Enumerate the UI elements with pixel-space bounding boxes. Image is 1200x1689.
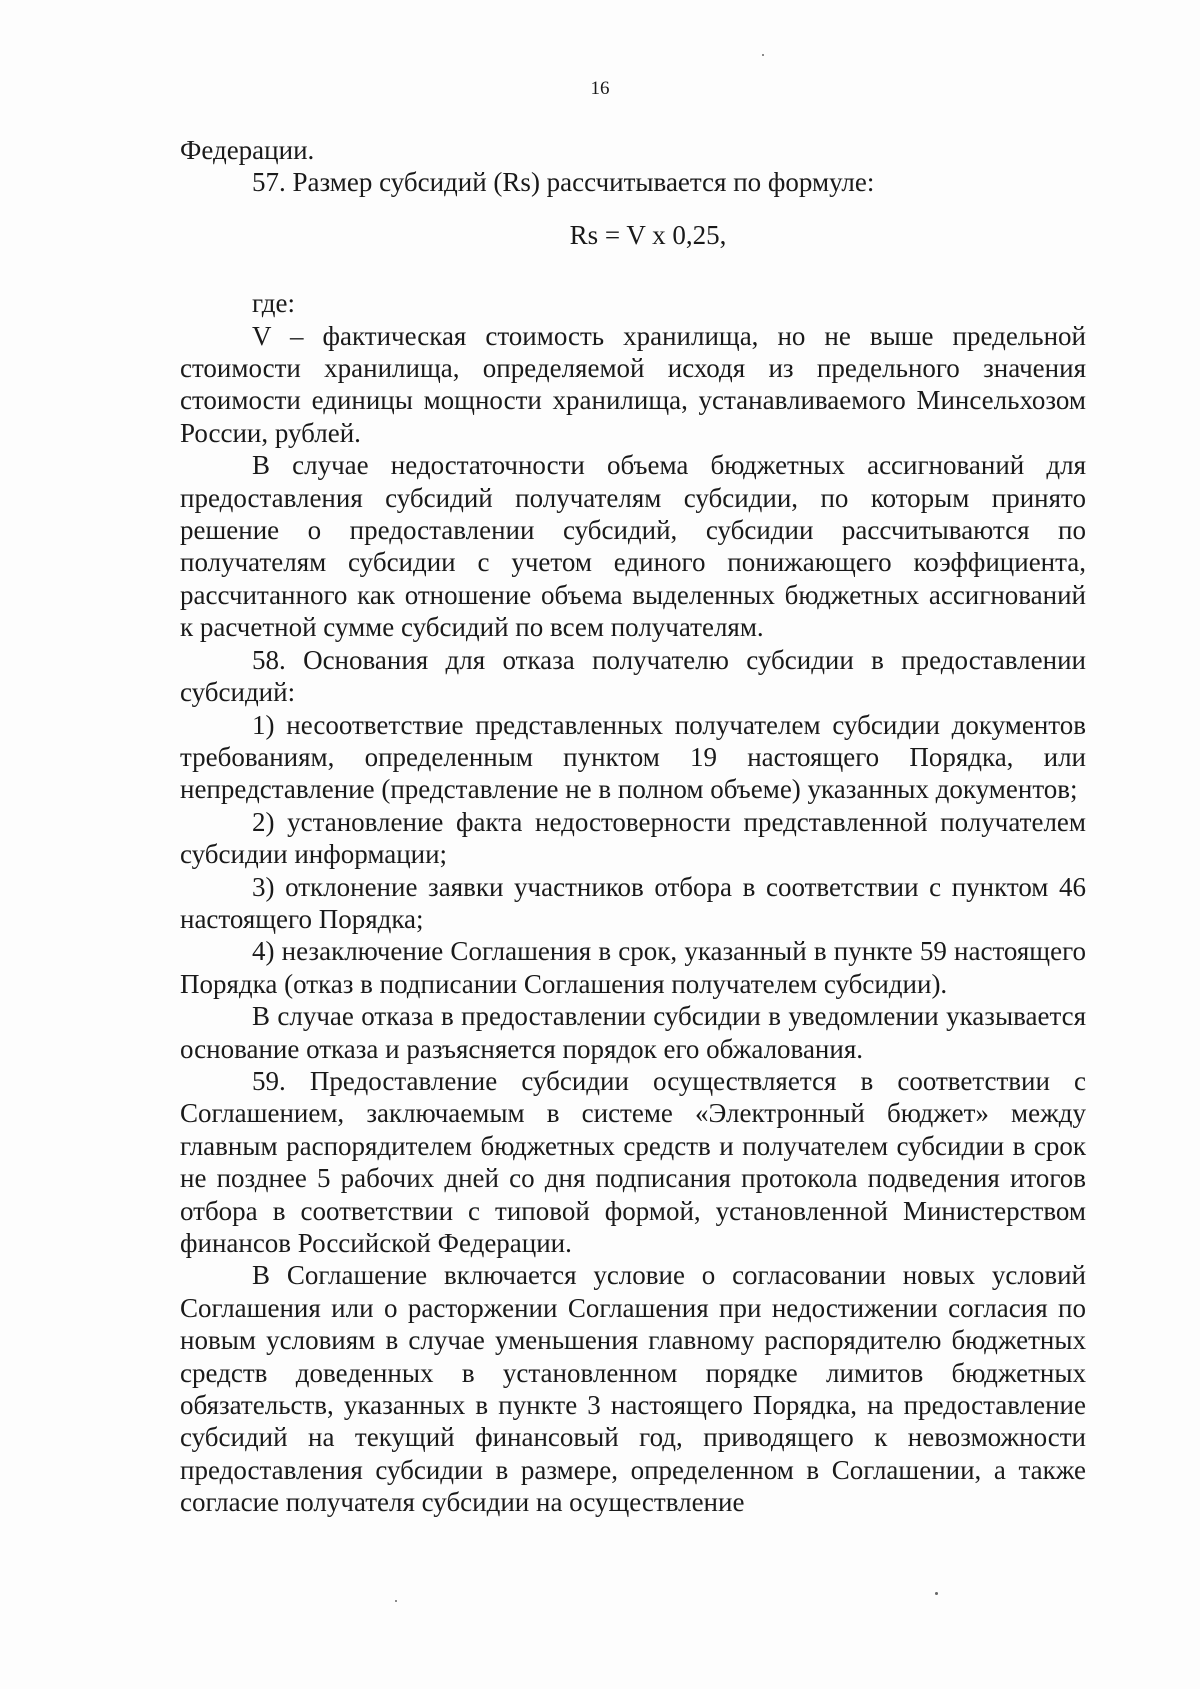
paragraph-budget-shortfall: В случае недостаточности объема бюджетных ассигнований для предоставления субсидий получателям субсидии, по которым принято решение о предоставлении субсидий, субсидии рассчитываются по получателям субсидии с учетом единого понижающего коэффициента, рассчитанного как отношение объема выделенных бюджетных ассигнований к расчетной сумме субсидий по всем получателям. xyxy=(180,450,1086,643)
formula-where: где: xyxy=(252,288,295,319)
paragraph-57: 57. Размер субсидий (Rs) рассчитывается по формуле: xyxy=(252,167,875,198)
list-item-4: 4) незаключение Соглашения в срок, указанный в пункте 59 настоящего Порядка (отказ в подписании Соглашения получателем субсидии). xyxy=(180,936,1086,999)
paragraph-59: 59. Предоставление субсидии осуществляется в соответствии с Соглашением, заключаемым в системе «Электронный бюджет» между главным распорядителем бюджетных средств и получателем субсидии в срок не позднее 5 рабочих дней со дня подписания протокола подведения итогов отбора в соответствии с типовой формой, установленной Министерством финансов Российской Федерации. xyxy=(180,1065,1086,1258)
paragraph-refusal-notice: В случае отказа в предоставлении субсидии в уведомлении указывается основание отказа и разъясняется порядок его обжалования. xyxy=(180,1001,1086,1064)
list-item-3: 3) отклонение заявки участников отбора в соответствии с пунктом 46 настоящего Порядка; xyxy=(180,871,1086,934)
paragraph-58: 58. Основания для отказа получателю субсидии в предоставлении субсидий: xyxy=(180,644,1086,708)
formula: Rs = V x 0,25, xyxy=(569,219,727,250)
scan-speck xyxy=(395,1600,397,1602)
scan-speck xyxy=(935,1592,938,1595)
document-body xyxy=(180,134,1086,1519)
page-number: 16 xyxy=(590,78,610,99)
formula-variable-definition: V – фактическая стоимость хранилища, но не выше предельной стоимости хранилища, определяемой исходя из предельного значения стоимости единицы мощности хранилища, устанавливаемого Минсельхозом России, рублей. xyxy=(180,320,1086,448)
list-item-1: 1) несоответствие представленных получателем субсидии документов требованиям, определенным пунктом 19 настоящего Порядка, или непредставление (представление не в полном объеме) указанных документов; xyxy=(180,709,1086,805)
scan-speck xyxy=(762,54,764,56)
paragraph-continuation: Федерации. xyxy=(180,135,315,165)
paragraph-agreement-conditions: В Соглашение включается условие о согласовании новых условий Соглашения или о расторжении Соглашения при недостижении согласия по новым условиям в случае уменьшения главному распорядителю бюджетных средств доведенных в установленном порядке лимитов бюджетных обязательств, указанных в пункте 3 настоящего Порядка, на предоставление субсидий на текущий финансовый год, приводящего к невозможности предоставления субсидии в размере, определенном в Соглашении, а также согласие получателя субсидии на осуществление xyxy=(180,1260,1086,1518)
list-item-2: 2) установление факта недостоверности представленной получателем субсидии информации; xyxy=(180,806,1086,870)
